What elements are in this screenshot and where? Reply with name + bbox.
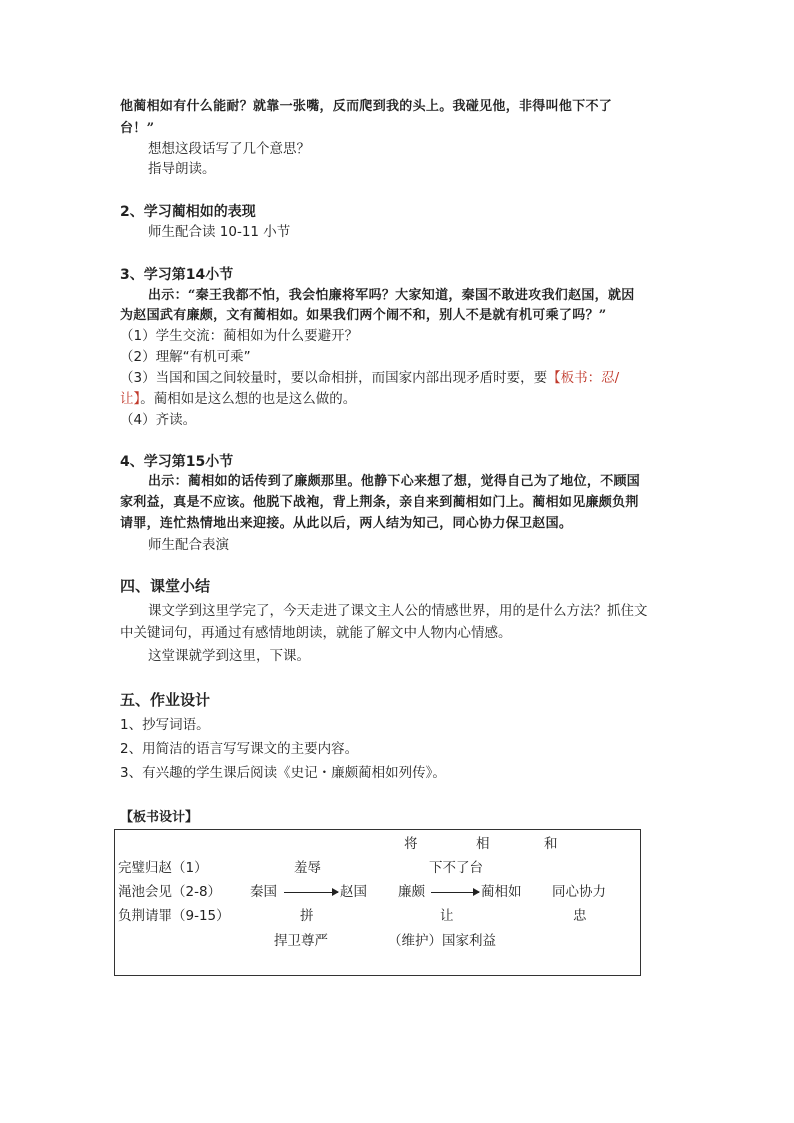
quote-line: 家利益，真是不应该。他脱下战袍，背上荆条，亲自来到蔺相如门上。蔺相如见廉颇负荆: [120, 495, 639, 510]
board-story: 负荆请罪（9-15）: [118, 908, 230, 924]
quote-line: 台！”: [120, 121, 155, 136]
board-word: 忠: [573, 908, 587, 924]
quote-prefix: 出示：: [148, 288, 188, 303]
list-item-cont: [120, 390, 356, 408]
board-word: 捍卫尊严: [274, 933, 328, 949]
board-word: （维护）国家利益: [388, 933, 496, 949]
board-story: 完璧归赵（1）: [118, 860, 208, 876]
board-word: 下不了台: [429, 860, 483, 876]
section-heading: 3、学习第14小节: [120, 267, 234, 283]
board-note: 让】: [120, 391, 141, 407]
quote-line: [148, 473, 640, 491]
board-word: 蔺相如: [481, 884, 522, 900]
text-line: 想想这段话写了几个意思？: [148, 141, 310, 157]
item-text: （3）当国和国之间较量时，要以命相拼，而国家内部出现矛盾时要，要: [120, 370, 548, 386]
list-item: （2）理解“有机可乘”: [120, 349, 251, 365]
board-word: 让: [440, 908, 454, 924]
arrow-icon: [431, 892, 479, 893]
board-note: 【板书：忍/: [547, 370, 620, 386]
quote-text: “秦王我都不怕，我会怕廉将军吗？大家知道，秦国不敢进攻我们赵国，就因: [187, 288, 635, 303]
text-line: 指导朗读。: [148, 161, 216, 177]
board-title-char: 相: [476, 836, 490, 852]
board-label: 【板书设计】: [120, 810, 199, 825]
section-heading: 2、学习蔺相如的表现: [120, 204, 256, 220]
list-item: 1、抄写词语。: [120, 717, 210, 733]
quote-line: [148, 287, 635, 305]
board-story: 渑池会见（2-8）: [118, 884, 222, 900]
board-design-box: [114, 829, 641, 976]
text-line: 师生配合表演: [148, 537, 229, 553]
board-word: 赵国: [340, 884, 367, 900]
arrow-icon: [284, 892, 338, 893]
text-line: 课文学到这里学完了，今天走进了课文主人公的情感世界，用的是什么方法？抓住文: [148, 603, 648, 619]
board-word: 拼: [300, 908, 314, 924]
list-item: 2、用简洁的语言写写课文的主要内容。: [120, 741, 359, 757]
list-item: （1）学生交流：蔺相如为什么要避开？: [120, 328, 359, 344]
quote-line: 为赵国武有廉颇，文有蔺相如。如果我们两个闹不和，别人不是就有机可乘了吗？”: [120, 308, 607, 323]
board-word: 羞辱: [294, 860, 321, 876]
quote-line: 他蔺相如有什么能耐？就靠一张嘴，反而爬到我的头上。我碰见他，非得叫他下不了: [120, 99, 613, 114]
board-word: 廉颇: [398, 884, 425, 900]
text-line: 这堂课就学到这里，下课。: [148, 648, 310, 664]
section-heading: 4、学习第15小节: [120, 454, 234, 470]
text-line: 师生配合读 10-11 小节: [148, 224, 291, 240]
list-item: （4）齐读。: [120, 412, 197, 428]
section-heading: 四、课堂小结: [120, 577, 211, 595]
quote-line: 请罪，连忙热情地出来迎接。从此以后，两人结为知己，同心协力保卫赵国。: [120, 516, 573, 531]
board-word: 同心协力: [552, 884, 606, 900]
board-title-char: 和: [544, 836, 558, 852]
board-word: 秦国: [250, 884, 277, 900]
text-line: 中关键词句，再通过有感情地朗读，就能了解文中人物内心情感。: [120, 625, 512, 641]
quote-text: 蔺相如的话传到了廉颇那里。他静下心来想了想，觉得自己为了地位，不顾国: [187, 474, 641, 489]
list-item: 3、有兴趣的学生课后阅读《史记・廉颇蔺相如列传》。: [120, 765, 446, 781]
board-title-char: 将: [404, 836, 418, 852]
list-item: [120, 369, 619, 387]
section-heading: 五、作业设计: [120, 691, 211, 709]
item-text: 。蔺相如是这么想的也是这么做的。: [140, 391, 357, 407]
quote-prefix: 出示：: [148, 474, 188, 489]
